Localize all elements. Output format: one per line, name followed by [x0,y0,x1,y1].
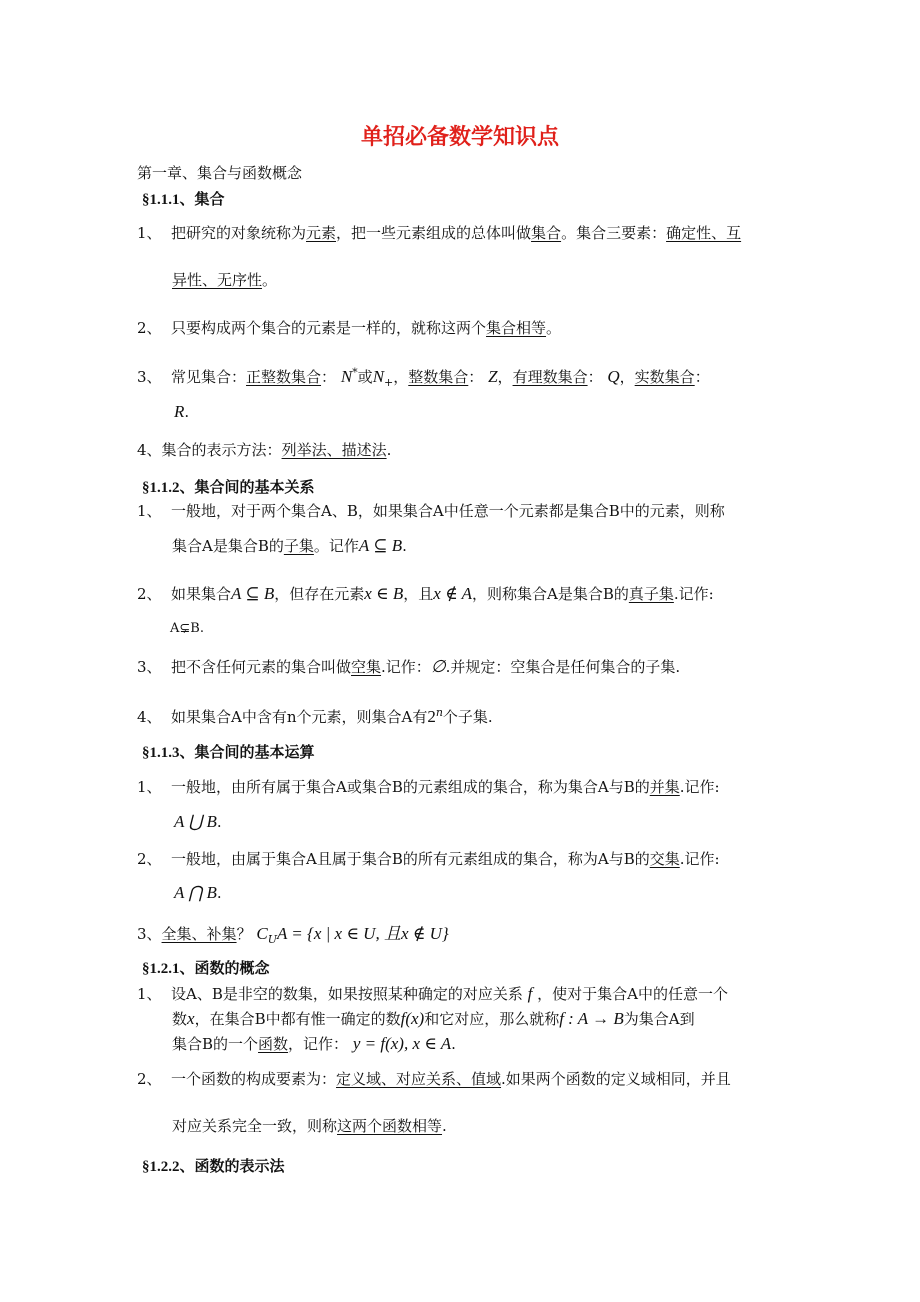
text: 集合B的一个 [172,1035,259,1053]
math-sub: + [384,376,394,389]
s111-item-4 [137,439,391,460]
text: . [442,1117,447,1135]
s121-item-2-line1 [137,1068,731,1089]
s113-item-2-line2 [174,883,222,903]
math-expression: A ⊆ B [231,584,275,603]
text: ： [468,368,484,386]
term-rationals: 有理数集合 [512,368,588,386]
item-number: 4、 [137,441,162,459]
term-union: 并集 [649,778,680,796]
text: ，但存在元素 [274,585,365,603]
text: ， [619,368,635,386]
text: .记作: [673,585,714,603]
s112-item-3 [137,656,680,677]
text: 为集合A到 [623,1010,695,1028]
text: ： [587,368,603,386]
term-properties-cont: 异性、无序性 [172,271,263,289]
math-symbol: ∅ [430,657,446,676]
text: 一般地，由属于集合A且属于集合B的所有元素组成的集合，称为A与B的 [171,850,650,868]
text: 和它对应，那么就称 [424,1010,560,1028]
term-element: 元素 [306,224,337,242]
text: 。 [546,319,562,337]
section-heading-1-2-2: §1.2.2、函数的表示法 [142,1159,285,1175]
item-number: 3、 [137,925,162,943]
s121-item-1-line1 [137,983,728,1004]
text: . [451,1035,456,1053]
term-function-equal: 这两个函数相等 [337,1117,443,1135]
term-set: 集合 [531,224,562,242]
text: 如果集合 [171,585,232,603]
s113-item-1-line1 [137,776,720,797]
term-complement: 全集、补集 [161,925,237,943]
page-title: 单招必备数学知识点 [360,124,559,150]
text: 。记作 [313,537,359,555]
text: 或 [357,368,373,386]
math-symbol: N [372,367,385,386]
s111-item-1-line2 [172,269,277,290]
text: 把不含任何元素的集合叫做 [171,658,352,676]
term-empty-set: 空集 [351,658,382,676]
section-heading-1-1-1: §1.1.1、集合 [142,192,225,208]
s121-item-1-line3 [172,1033,456,1054]
item-number: 1、 [137,224,162,242]
section-heading-1-2-1: §1.2.1、函数的概念 [142,961,270,977]
term-function: 函数 [258,1035,289,1053]
item-number: 2、 [137,319,162,337]
item-number: 1、 [137,778,162,796]
text: 一般地，对于两个集合A、B，如果集合A中任意一个元素都是集合B中的元素，则称 [171,502,725,520]
text: 个子集. [442,708,493,726]
term-function-elements: 定义域、对应关系、值域 [336,1070,502,1088]
text: 设A、B是非空的数集，如果按照某种确定的对应关系 [171,985,523,1003]
term-properties: 确定性、互 [666,224,742,242]
text: .并规定：空集合是任何集合的子集. [445,658,681,676]
math-symbol: f [527,984,533,1003]
text: ，则称集合A是集合B的 [472,585,629,603]
term-integers: 整数集合 [408,368,469,386]
math-expression: y = f(x), x ∈ A [352,1034,452,1053]
math-symbol: Q [607,367,620,386]
term-representation: 列举法、描述法 [281,441,387,459]
s111-item-1-line1 [137,222,741,243]
s111-item-3-line1 [137,366,710,389]
text: ，记作： [288,1035,349,1053]
item-number: 2、 [137,585,162,603]
math-expression: f : A → B [559,1009,624,1028]
text: 常见集合： [171,368,247,386]
math-expression: f(x) [400,1009,425,1028]
math-symbol: x [187,1009,195,1028]
s112-item-1-line2 [172,535,407,556]
text: 如果集合A中含有n个元素，则集合A有 [171,708,428,726]
s113-item-3 [137,919,449,946]
text: . [216,813,222,831]
text: ， [497,368,513,386]
math-symbol: 2 [427,707,436,726]
section-heading-1-1-2: §1.1.2、集合间的基本关系 [142,480,315,496]
item-number: 4、 [137,708,162,726]
text: ，且 [403,585,434,603]
math-expression: x ∈ B [364,584,404,603]
s112-item-1-line1 [137,500,725,521]
item-number: 2、 [137,1070,162,1088]
math-symbol: N [340,367,353,386]
s111-item-3-line2 [174,402,189,422]
s121-item-1-line2 [172,1008,695,1029]
text: 数 [172,1010,188,1028]
text: . [386,441,392,459]
text: ： [321,368,337,386]
item-number: 1、 [137,502,162,520]
section-heading-1-1-3: §1.1.3、集合间的基本运算 [142,745,315,761]
term-proper-subset: 真子集 [628,585,674,603]
text: 。 [262,271,278,289]
text: ，把一些元素组成的总体叫做 [336,224,532,242]
term-intersection: 交集 [649,850,680,868]
text: 一般地，由所有属于集合A或集合B的元素组成的集合，称为集合A与B的 [171,778,650,796]
text: .记作: [679,778,720,796]
math-expression: x ∉ A [433,584,472,603]
math-expression: A = {x | x ∈ U, 且x ∉ U} [276,924,449,943]
item-number: 1、 [137,985,162,1003]
text: .记作： [381,658,431,676]
math-symbol: C [256,924,268,943]
term-reals: 实数集合 [634,368,695,386]
text: 。集合三要素： [561,224,667,242]
text: ？ [236,925,252,943]
text: .如果两个函数的定义域相同，并且 [501,1070,731,1088]
text: 一个函数的构成要素为： [171,1070,337,1088]
s113-item-2-line1 [137,848,720,869]
s112-item-4 [137,706,493,727]
text: ， [393,368,409,386]
s121-item-2-line2 [172,1115,447,1136]
math-expression: A ⊆ B [358,536,403,555]
text: 把研究的对象统称为 [171,224,307,242]
text: . [402,537,407,555]
text: 对应关系完全一致，则称 [172,1117,338,1135]
term-set-equal: 集合相等 [486,319,547,337]
text: ： [694,368,710,386]
math-sup: * [352,366,358,379]
math-symbol: Z [488,367,498,386]
math-sub: U [267,933,277,946]
item-number: 3、 [137,368,162,386]
text: . [216,884,222,902]
chapter-heading: 第一章、集合与函数概念 [137,164,303,182]
item-number: 2、 [137,850,162,868]
text: . [184,403,190,421]
math-sup: n [435,706,443,719]
s112-item-2-line2: A⊊B. [170,621,204,636]
item-number: 3、 [137,658,162,676]
text: .记作: [679,850,720,868]
s112-item-2-line1 [137,583,714,604]
text: 集合A是集合B的 [172,537,284,555]
math-symbol: R [174,402,185,421]
math-expression: A ⋃ B [174,812,217,831]
text: ，在集合B中都有惟一确定的数 [194,1010,401,1028]
text: 集合的表示方法： [161,441,282,459]
text: ，使对于集合A中的任意一个 [537,985,728,1003]
term-subset: 子集 [283,537,314,555]
s111-item-2 [137,317,561,338]
s113-item-1-line2 [174,812,222,832]
text: 只要构成两个集合的元素是一样的，就称这两个 [171,319,487,337]
math-expression: A ⋂ B [174,883,217,902]
term-positive-integers: 正整数集合 [246,368,322,386]
